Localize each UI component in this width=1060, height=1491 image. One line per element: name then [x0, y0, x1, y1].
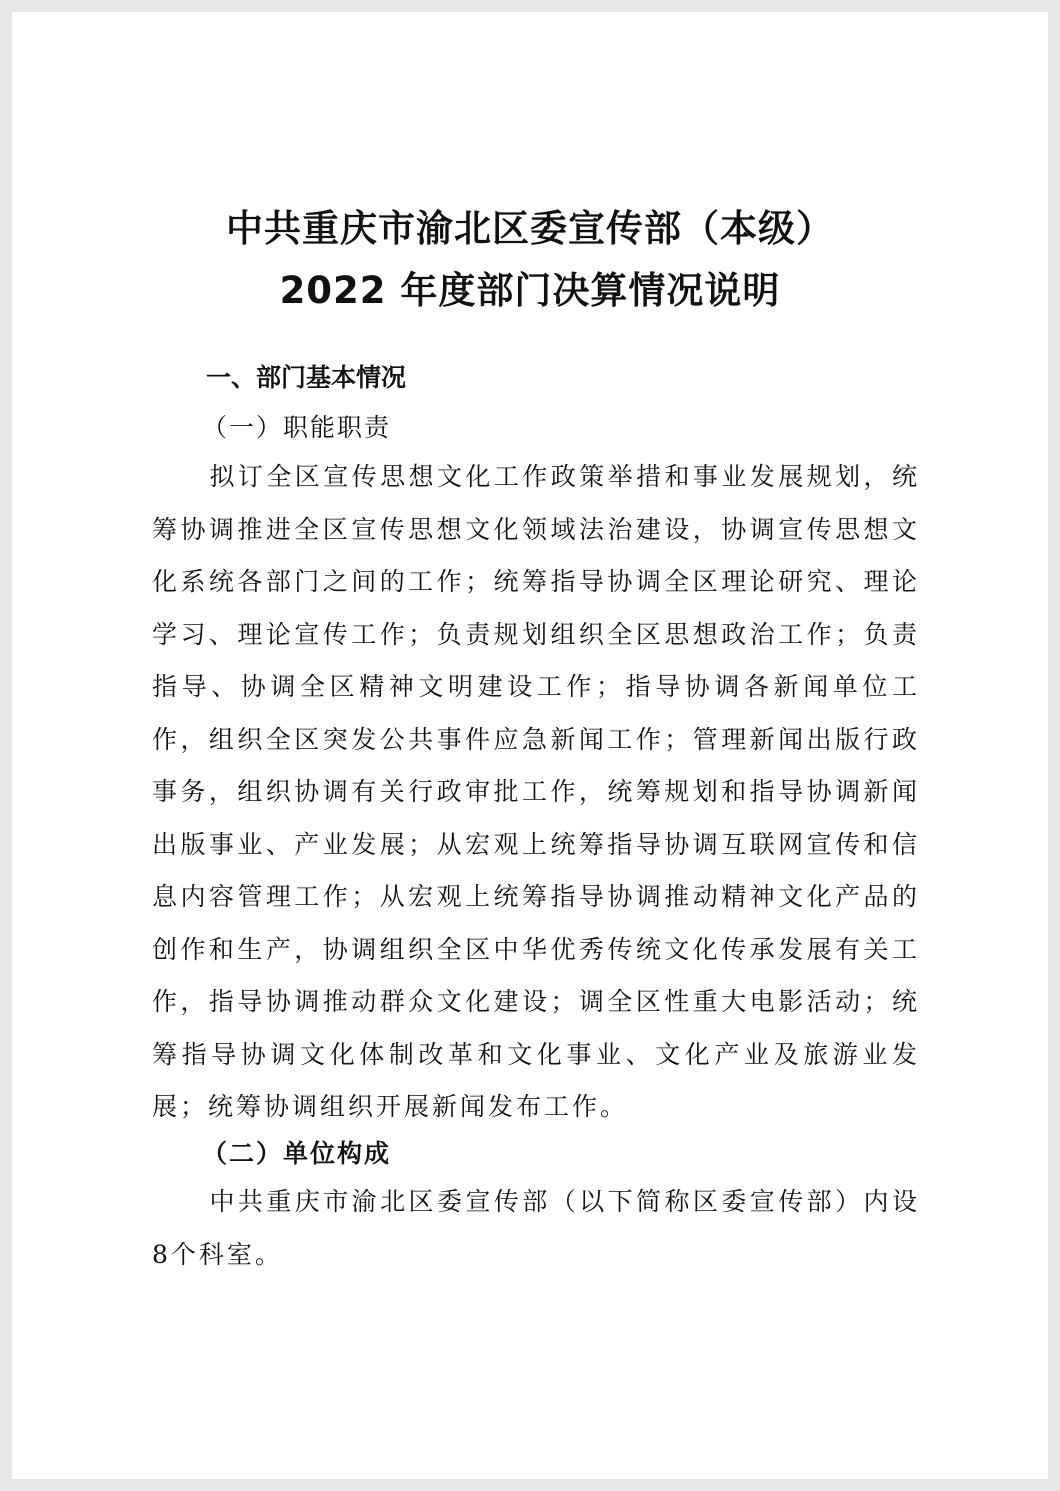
paragraph-composition: 中共重庆市渝北区委宣传部（以下简称区委宣传部）内设8个科室。 [152, 1187, 920, 1269]
document-title-line1: 中共重庆市渝北区委宣传部（本级） [226, 207, 834, 250]
subsection-heading-duties: （一）职能职责 [202, 413, 392, 442]
paragraph-duties: 拟订全区宣传思想文化工作政策举措和事业发展规划，统筹协调推进全区宣传思想文化领域法治建设，协调宣传思想文化系统各部门之间的工作；统筹指导协调全区理论研究、理论学习、理论宣传工作；负责规划组织全区思想政治工作；负责指导、协调全区精神文明建设工作；指导协调各新闻单位工作，组织全区突发公共事件应急新闻工作；管理新闻出版行政事务，组织协调有关行政审批工作，统筹规划和指导协调新闻出版事业、产业发展；从宏观上统筹指导协调互联网宣传和信息内容管理工作；从宏观上统筹指导协调推动精神文化产品的创作和生产，协调组织全区中华优秀传统文化传承发展有关工作，指导协调推动群众文化建设；调全区性重大电影活动；统筹指导协调文化体制改革和文化事业、文化产业及旅游业发展；统筹协调组织开展新闻发布工作。 [152, 462, 920, 1121]
document-title-line2: 2022 年度部门决算情况说明 [279, 269, 781, 312]
subsection-heading-composition: （二）单位构成 [202, 1139, 392, 1168]
document-page [12, 12, 1048, 1479]
section-heading-basic-info: 一、部门基本情况 [206, 363, 407, 392]
